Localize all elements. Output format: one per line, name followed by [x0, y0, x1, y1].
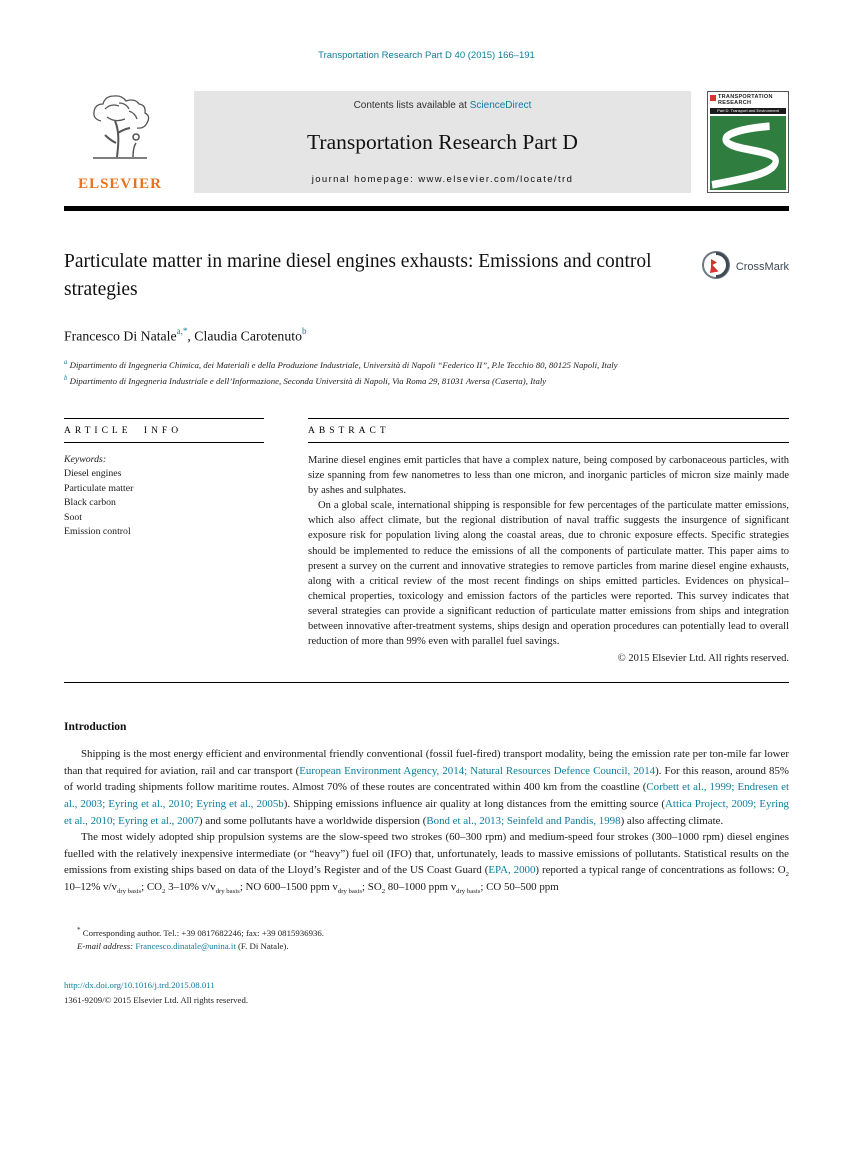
author-name: Claudia Carotenuto [194, 328, 302, 344]
affiliation-line [64, 372, 789, 388]
cover-masthead [710, 94, 786, 106]
author-affiliation-sup[interactable]: a,* [176, 325, 188, 336]
affiliation-sup: b [64, 375, 68, 383]
footnote-area [64, 924, 789, 954]
intro-paragraph-1: Shipping is the most energy efficient and environmental friendly conventional (fossil fuel-fired) transport modality, being the emission rate per ton-mile far lower than that required for aviation, rail and car transport (European Environment Agency, 2014; Natural Resources Defence Council, 2014). For this reason, around 85% of world trading shipments follow maritime routes. Almost 70% of these routes are concentrated within 400 km from the coastline (Corbett et al., 1999; Endresen et al., 2003; Eyring et al., 2010; Eyring et al., 2005b). Shipping emissions influence air quality at long distances from the emitting source (Attica Project, 2009; Eyring et al., 2010; Eyring et al., 2007) and some pollutants have a worldwide dispersion (Bond et al., 2013; Seinfeld and Pandis, 1998) also affecting climate. [64, 748, 790, 827]
article-info-heading: ARTICLE INFO [64, 418, 264, 443]
authors-separator: , [187, 328, 195, 344]
keywords-label: Keywords: [64, 453, 107, 465]
email-link[interactable]: Francesco.dinatale@unina.it [135, 941, 236, 952]
article-info-abstract-block [64, 418, 789, 683]
keyword: Particulate matter [64, 482, 134, 494]
abstract-paragraph: On a global scale, international shipping is responsible for few percentages of the particulate matter emissions, which also affect climate, but the regional distribution of naval traffic suggests the insurgence of significant exposure risk for population living along the coastal areas, due to chronic exposure effects. Specific strategies should be implemented to reduce the emissions of all the components of particulate matter. This paper aims to present a survey on the current and innovative strategies to remove particles from marine diesel engine exhausts, along with a critical review of the most recent findings on ships emitted particles. Evidences on physical–chemical properties, toxicology and emission factors of the particles were reported. This survey indicates that several strategies can provide a significant reduction of particulate matter emissions from ships and integration between innovative after-treatment systems, ships design and operation procedures can potentially lead to overall reduction of more than 99% even with parallel fuel savings. [308, 500, 789, 648]
affiliation-text: Dipartimento di Ingegneria Industriale e dell’Informazione, Seconda Università di Napoli, Via Roma 29, 81031 Aversa (Caserta), Italy [69, 375, 547, 386]
abstract-paragraph: Marine diesel engines emit particles that have a complex nature, being composed by carbonaceous particles, with size spanning from few nanometres to less than one micron, and inorganic particles of micron size mainly made by ashes and sulphates. [308, 454, 789, 497]
crossmark-badge[interactable] [701, 250, 789, 285]
cover-art-graphic [710, 116, 786, 190]
citation-link[interactable]: Corbett et al., 1999; Endresen et al., 2003; Eyring et al., 2010; Eyring et al., 2005b [64, 781, 789, 811]
citation-link[interactable]: European Environment Agency, 2014; Natural Resources Defence Council, 2014 [299, 764, 656, 777]
journal-citation-header: Transportation Research Part D 40 (2015) 166–191 [318, 50, 535, 61]
citation-link[interactable]: EPA, 2000 [488, 864, 536, 877]
author-name: Francesco Di Natale [64, 328, 177, 344]
elsevier-logo[interactable] [64, 91, 176, 193]
author-affiliation-sup[interactable]: b [301, 325, 307, 336]
contents-text: Contents lists available at [353, 100, 470, 111]
crossmark-label: CrossMark [735, 261, 789, 273]
journal-cover[interactable] [707, 91, 789, 193]
journal-masthead [64, 91, 789, 193]
intro-paragraph-2: The most widely adopted ship propulsion systems are the slow-speed two strokes (60–300 rpm) and medium-speed four strokes (300–1000 rpm) diesel engines fuelled with the relatively inexpensive intermediate (or “heavy”) fuel oil (IFO) that, unfortunately, leads to massive emissions of pollutants. Statistical results on the emissions from existing ships based on data of the Lloyd’s Register and of the US Coast Guard (EPA, 2000) reported a typical range of concentrations as follows: $O_2$ 10–12% $v/v_{dry basis}$; $CO_2$ 3–10% $v/v_{dry basis}$; NO 600–1500 ppm $v_{dry basis}$; $SO_2$ 80–1000 ppm $v_{dry basis}$; CO 50–500 ppm [64, 831, 789, 896]
affiliation-text: Dipartimento di Ingegneria Chimica, dei Materiali e della Produzione Industriale, Università di Napoli “Federico II”, P.le Tecchio 80, 80125 Napoli, Italy [69, 360, 618, 371]
affiliations [64, 356, 789, 388]
cover-subtitle-bar: Part D: Transport and Environment [710, 108, 786, 114]
footnote-text: Corresponding author. Tel.: +39 0817682246; fax: +39 0815936936. [80, 927, 324, 938]
elsevier-wordmark: ELSEVIER [78, 176, 162, 192]
masthead-rule [64, 206, 789, 211]
email-suffix: (F. Di Natale). [235, 941, 289, 952]
email-label: E-mail address: [77, 941, 134, 952]
issn-copyright-line: 1361-9209/© 2015 Elsevier Ltd. All rights reserved. [64, 994, 249, 1005]
abstract-heading: ABSTRACT [308, 418, 789, 443]
cover-title-line1: TRANSPORTATION [718, 94, 773, 100]
affiliation-sup: a [64, 359, 68, 367]
affiliation-line [64, 356, 789, 372]
doi-link[interactable]: http://dx.doi.org/10.1016/j.trd.2015.08.011 [64, 979, 215, 990]
keyword: Soot [64, 511, 82, 523]
contents-line [354, 100, 532, 111]
keywords-list [64, 443, 264, 540]
citation-link[interactable]: Bond et al., 2013; Seinfeld and Pandis, 1998 [426, 814, 621, 827]
footer-block [64, 979, 789, 1007]
info-abstract-bottom-rule [64, 682, 789, 683]
citation-link[interactable]: Attica Project, 2009; Eyring et al., 2010; Eyring et al., 2007 [64, 798, 790, 827]
cover-logo-mark [710, 95, 716, 101]
section-heading-introduction: Introduction [64, 721, 127, 734]
journal-homepage-link[interactable]: journal homepage: www.elsevier.com/locate/trd [311, 174, 574, 185]
corresponding-author-note [77, 924, 789, 940]
sciencedirect-link[interactable]: ScienceDirect [469, 100, 532, 111]
footnote-marker: * [77, 925, 81, 934]
crossmark-icon [701, 250, 731, 285]
journal-title: Transportation Research Part D [307, 130, 578, 154]
keyword: Emission control [64, 526, 131, 538]
elsevier-tree-icon [81, 91, 159, 170]
copyright-line: © 2015 Elsevier Ltd. All rights reserved. [617, 653, 789, 665]
keyword: Black carbon [64, 497, 116, 509]
article-title: Particulate matter in marine diesel engines exhausts: Emissions and control strategies [64, 250, 652, 300]
email-note [77, 940, 789, 954]
cover-title-line2: RESEARCH [718, 100, 752, 106]
authors-line [64, 327, 789, 345]
keyword: Diesel engines [64, 468, 122, 480]
abstract-text [308, 443, 789, 666]
journal-banner [194, 91, 691, 193]
